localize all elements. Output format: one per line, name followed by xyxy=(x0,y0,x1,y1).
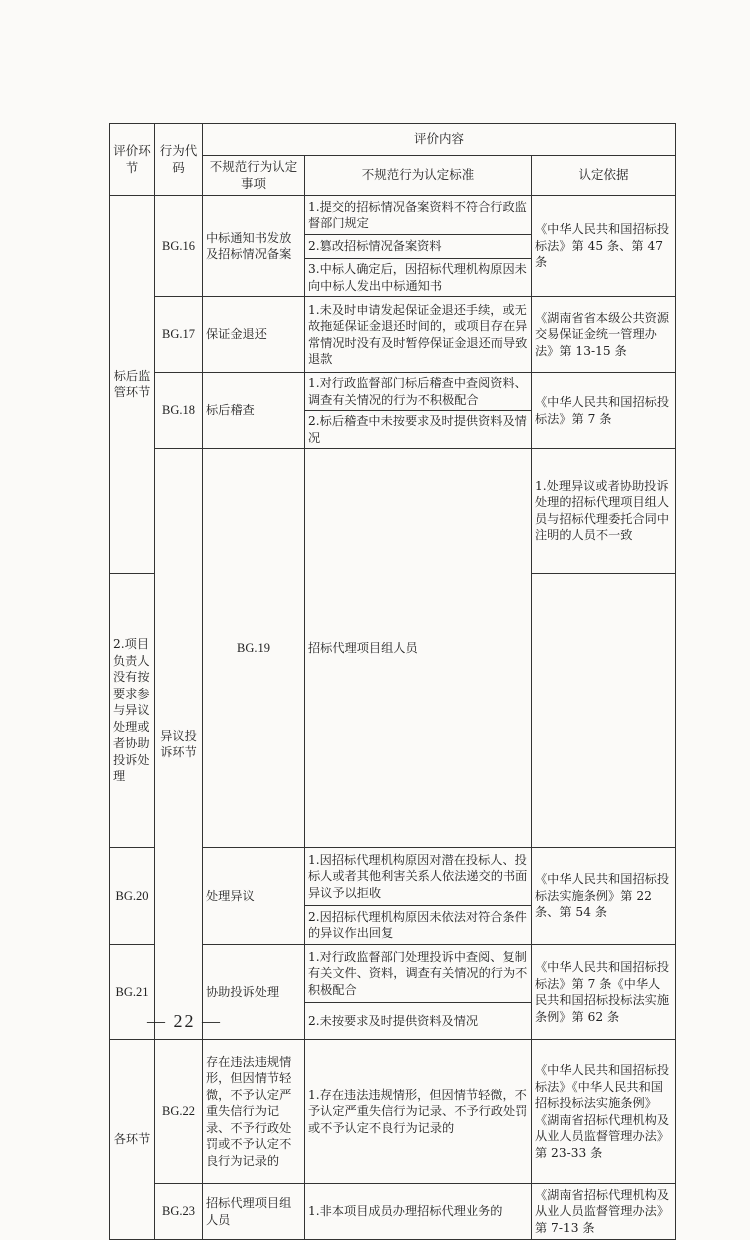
header-stage: 评价环节 xyxy=(110,124,155,196)
behavior-code: BG.20 xyxy=(110,848,155,945)
basis-cell: 《中华人民共和国招标投标法》第 45 条、第 47 条 xyxy=(532,196,676,297)
header-code: 行为代码 xyxy=(155,124,203,196)
standard-cell: 1.非本项目成员办理招标代理业务的 xyxy=(305,1184,532,1240)
stage-cell: 各环节 xyxy=(110,1040,155,1240)
standard-cell: 2.因招标代理机构原因未依法对符合条件的异议作出回复 xyxy=(305,906,532,945)
basis-cell: 《湖南省省本级公共资源交易保证金统一管理办法》第 13-15 条 xyxy=(532,297,676,373)
behavior-code: BG.18 xyxy=(155,373,203,449)
standard-cell: 3.中标人确定后，因招标代理机构原因未向中标人发出中标通知书 xyxy=(305,259,532,297)
behavior-item: 协助投诉处理 xyxy=(203,945,305,1040)
basis-cell: 《中华人民共和国招标投标法》第 7 条 xyxy=(532,373,676,449)
behavior-item: 招标代理项目组人员 xyxy=(203,1184,305,1240)
behavior-code: BG.21 xyxy=(110,945,155,1040)
behavior-code: BG.19 xyxy=(203,449,305,848)
standard-cell: 1.对行政监督部门标后稽查中查阅资料、调查有关情况的行为不积极配合 xyxy=(305,373,532,411)
page-number: — 22 — xyxy=(147,1011,222,1031)
standard-cell: 1.存在违法违规情形，但因情节轻微，不予认定严重失信行为记录、不予行政处罚或不予认定不良行为记录的 xyxy=(305,1040,532,1184)
header-item: 不规范行为认定事项 xyxy=(203,156,305,196)
standard-cell: 1.提交的招标情况备案资料不符合行政监督部门规定 xyxy=(305,196,532,235)
standard-cell: 1.处理异议或者协助投诉处理的招标代理项目组人员与招标代理委托合同中注明的人员不一致 xyxy=(532,449,676,574)
stage-cell: 异议投诉环节 xyxy=(155,449,203,1040)
header-standard: 不规范行为认定标准 xyxy=(305,156,532,196)
standard-cell: 1.对行政监督部门处理投诉中查阅、复制有关文件、资料，调查有关情况的行为不积极配合 xyxy=(305,945,532,1003)
standard-cell: 2.未按要求及时提供资料及情况 xyxy=(305,1003,532,1040)
behavior-item: 存在违法违规情形，但因情节轻微，不予认定严重失信行为记录、不予行政处罚或不予认定不良行为记录的 xyxy=(203,1040,305,1184)
standard-cell: 2.项目负责人没有按要求参与异议处理或者协助投诉处理 xyxy=(110,573,155,847)
behavior-item: 处理异议 xyxy=(203,848,305,945)
behavior-code: BG.22 xyxy=(155,1040,203,1184)
standard-cell: 1.因招标代理机构原因对潜在投标人、投标人或者其他利害关系人依法递交的书面异议予以拒收 xyxy=(305,848,532,906)
header-basis: 认定依据 xyxy=(532,156,676,196)
basis-cell: 《中华人民共和国招标投标法》第 7 条《中华人民共和国招标投标法实施条例》第 62 条 xyxy=(532,945,676,1040)
header-content: 评价内容 xyxy=(203,124,676,156)
basis-cell: 《中华人民共和国招标投标法实施条例》第 22 条、第 54 条 xyxy=(532,848,676,945)
standard-cell: 2.篡改招标情况备案资料 xyxy=(305,235,532,259)
behavior-item: 保证金退还 xyxy=(203,297,305,373)
standard-cell: 1.未及时申请发起保证金退还手续，或无故拖延保证金退还时间的，或项目存在异常情况时没有及时暂停保证金退还而导致退款 xyxy=(305,297,532,373)
basis-cell: 《中华人民共和国招标投标法》《中华人民共和国招标投标法实施条例》《湖南省招标代理机构及从业人员监督管理办法》第 23-33 条 xyxy=(532,1040,676,1184)
behavior-item: 标后稽查 xyxy=(203,373,305,449)
stage-cell: 标后监管环节 xyxy=(110,196,155,574)
behavior-item: 招标代理项目组人员 xyxy=(305,449,532,848)
behavior-code: BG.23 xyxy=(155,1184,203,1240)
behavior-item: 中标通知书发放及招标情况备案 xyxy=(203,196,305,297)
evaluation-table xyxy=(109,123,676,1240)
behavior-code: BG.16 xyxy=(155,196,203,297)
behavior-code: BG.17 xyxy=(155,297,203,373)
standard-cell: 2.标后稽查中未按要求及时提供资料及情况 xyxy=(305,411,532,449)
basis-cell: 《湖南省招标代理机构及从业人员监督管理办法》第 7-13 条 xyxy=(532,1184,676,1240)
